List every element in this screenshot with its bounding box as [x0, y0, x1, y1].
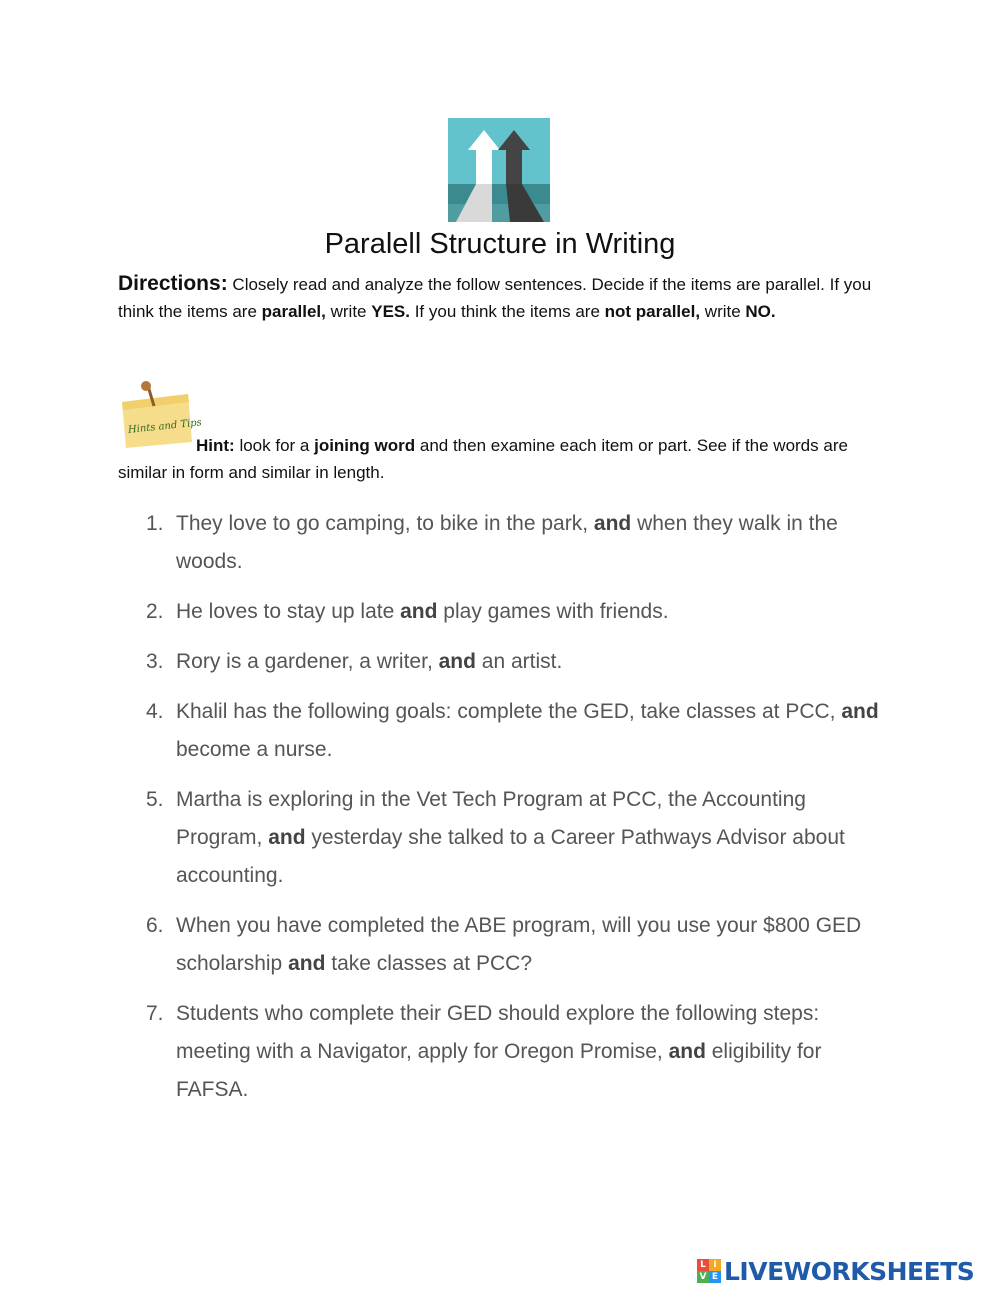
brand-name: LIVEWORKSHEETS — [724, 1256, 975, 1286]
hint: Hint: look for a joining word and then examine each item or part. See if the words are similar in form and similar in length. — [118, 436, 848, 482]
list-item: 5. Martha is exploring in the Vet Tech Program at PCC, the Accounting Program, and yesterday she talked to a Career Pathways Advisor about accounting. — [146, 788, 845, 887]
list-item: 4. Khalil has the following goals: complete the GED, take classes at PCC, and become a nurse. — [146, 700, 879, 761]
list-item: 6. When you have completed the ABE program, will you use your $800 GED scholarship and take classes at PCC? — [146, 914, 862, 975]
list-item: 3. Rory is a gardener, a writer, and an artist. — [146, 650, 563, 673]
directions-label: Directions: — [118, 272, 228, 295]
directions: Directions: Closely read and analyze the follow sentences. Decide if the items are parallel. If you think the items are parallel, write YES. If you think the items are not parallel, write NO. — [118, 272, 872, 321]
liveworksheets-brand[interactable] — [697, 1254, 974, 1288]
parallel-arrows-icon — [448, 118, 550, 222]
liveworksheets-logo-icon: L I V E — [697, 1259, 721, 1283]
list-item: 7. Students who complete their GED should explore the following steps: meeting with a Navigator, apply for Oregon Promise, and eligibility for FAFSA. — [146, 1002, 822, 1101]
hint-label: Hint: — [196, 436, 235, 455]
list-item: 1. They love to go camping, to bike in the park, and when they walk in the woods. — [146, 512, 838, 573]
page-title: Paralell Structure in Writing — [324, 228, 676, 260]
list-item: 2. He loves to stay up late and play games with friends. — [146, 600, 669, 623]
note-label: Hints and Tips — [127, 417, 203, 436]
sentence-list — [140, 505, 880, 1121]
